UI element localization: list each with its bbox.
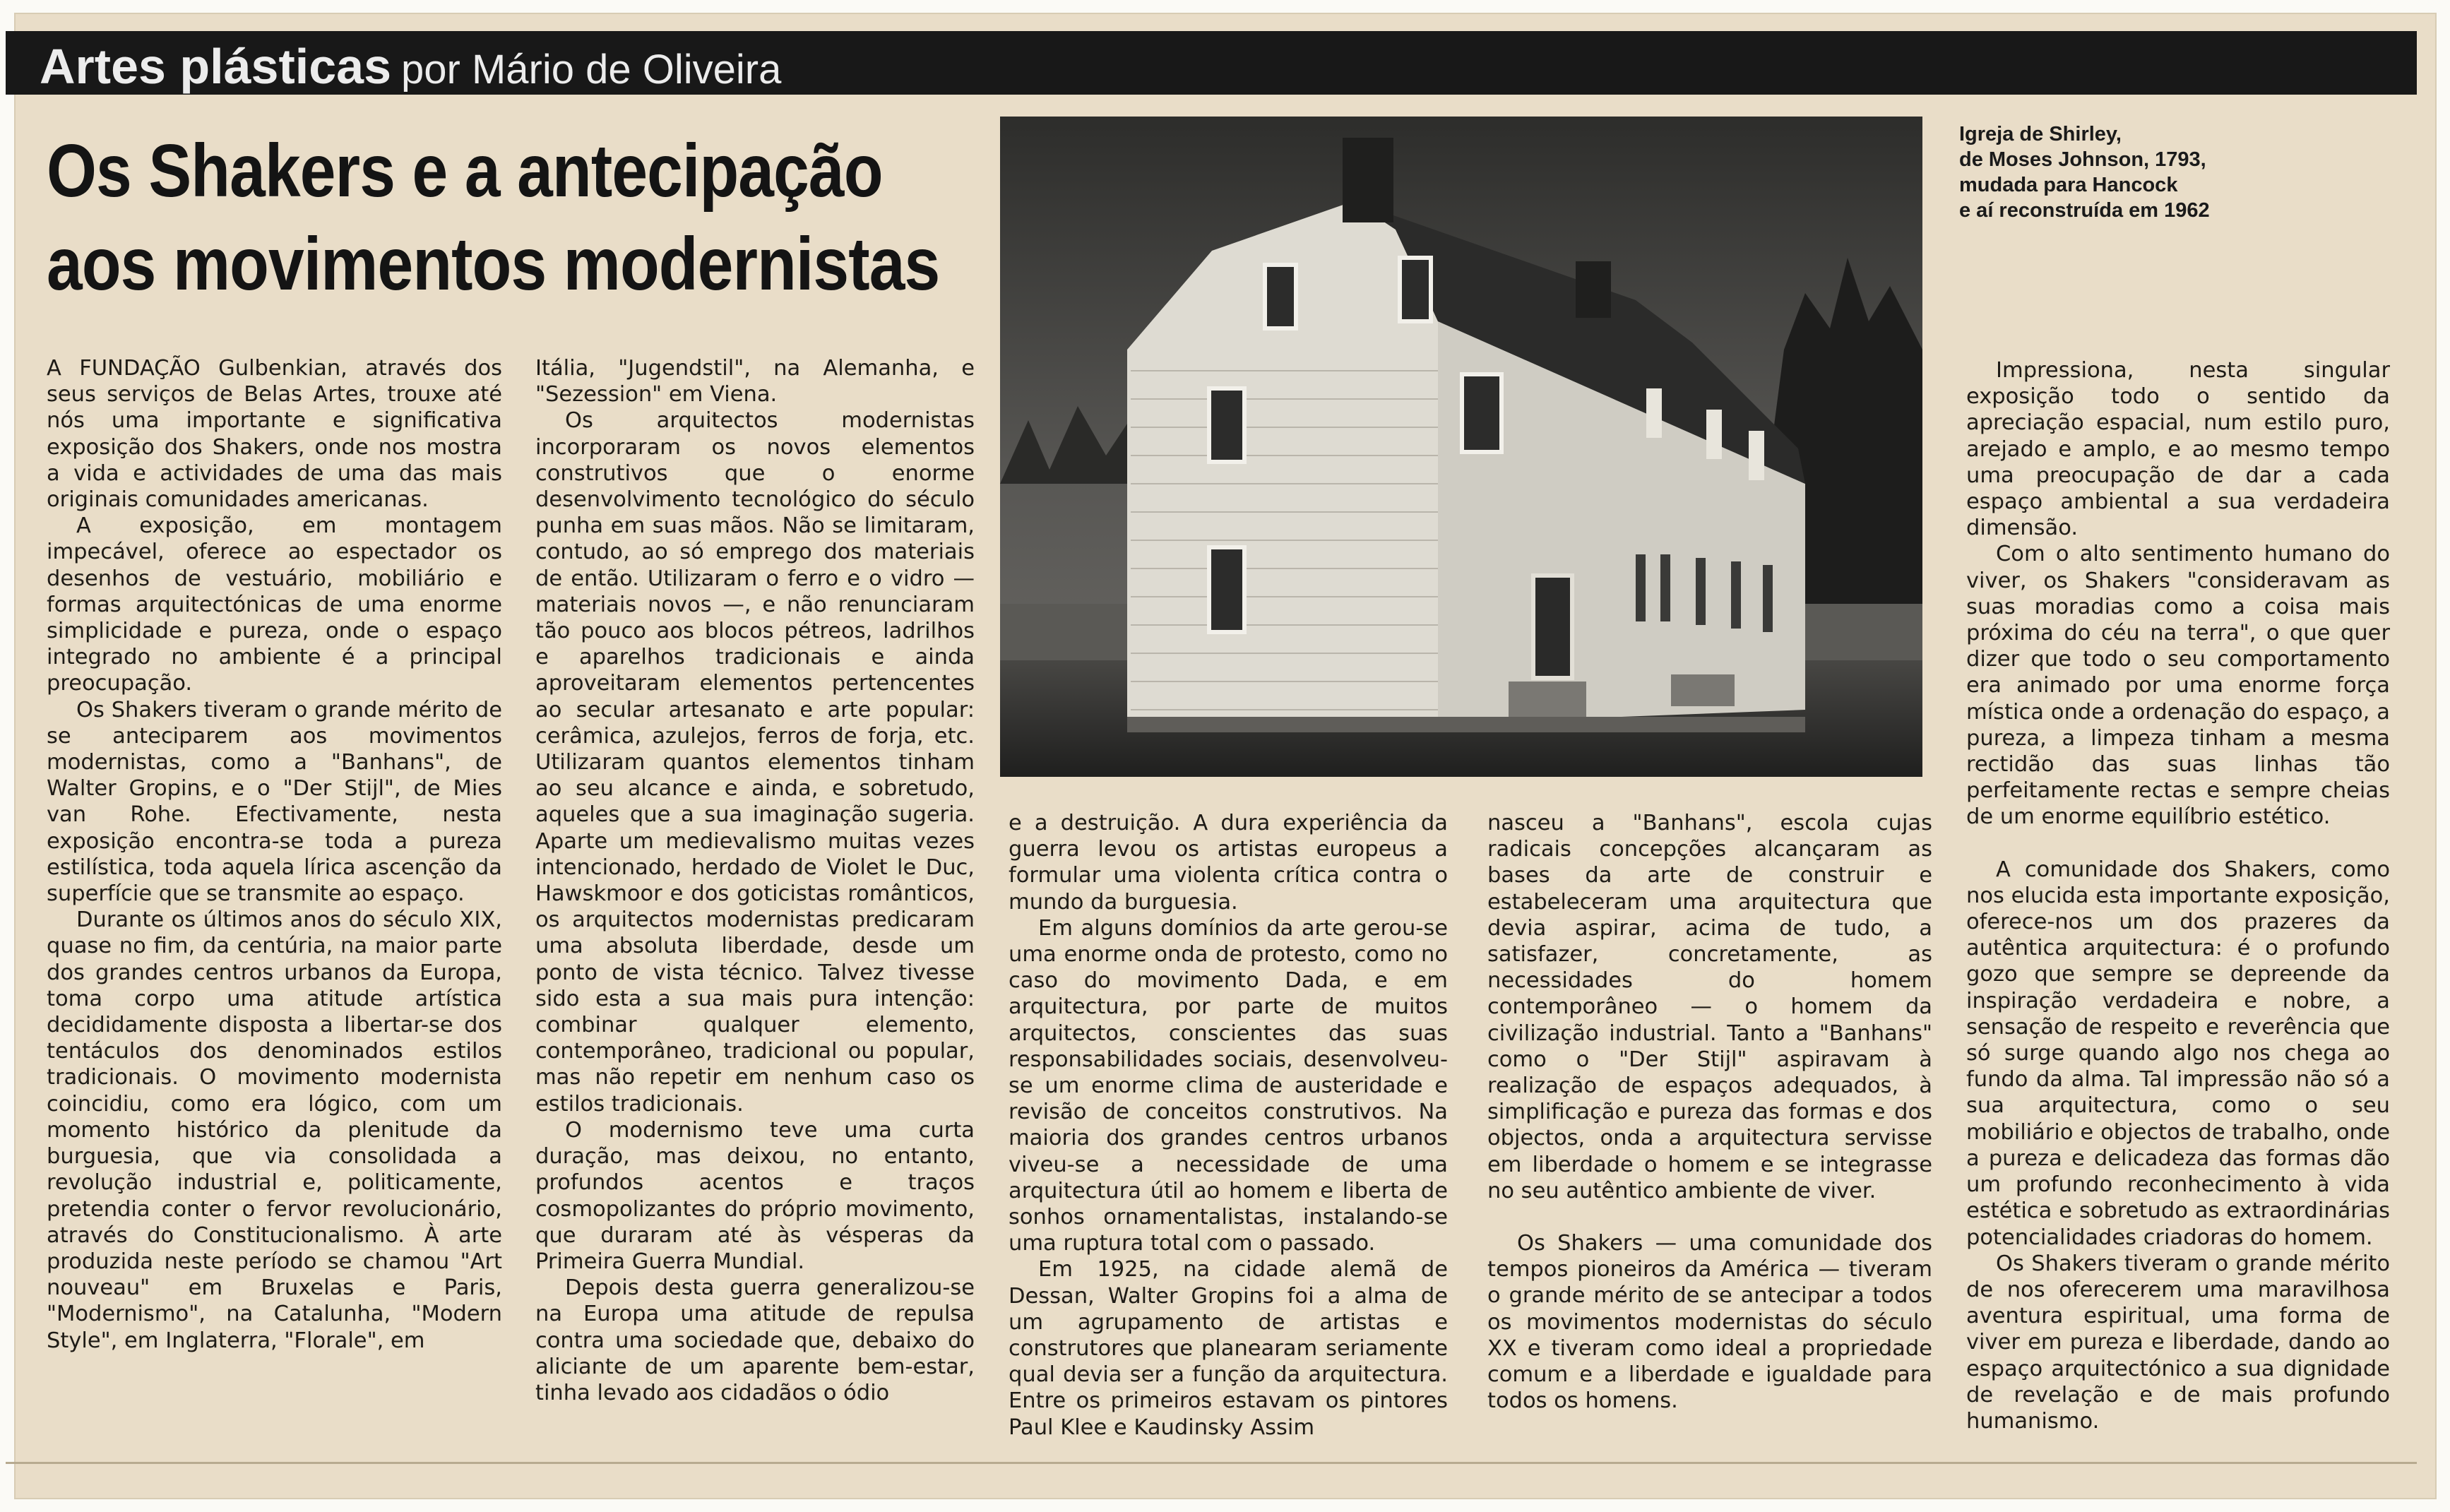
church-photo — [1000, 117, 1922, 777]
caption-line: Igreja de Shirley, — [1959, 123, 2122, 145]
article-headline — [47, 124, 940, 311]
paragraph: Depois desta guerra generalizou-se na Europa uma atitude de repulsa contra uma sociedade que, debaixo do aliciante de um aparente bem-estar, tinha levado aos cidadãos o ódio — [535, 1275, 975, 1405]
article-column-2 — [535, 355, 975, 1457]
paragraph: e a destruição. A dura experiência da guerra levou os artistas europeus a formular uma violenta crítica contra o mundo da burguesia. — [1009, 811, 1448, 915]
article-column-1 — [47, 355, 502, 1457]
headline-line-1: Os Shakers e a antecipação — [47, 129, 883, 213]
paragraph: nasceu a "Banhans", escola cujas radicais concepções alcançaram as bases da arte de construir e estabeleceram uma arquitectura que devia aspirar, acima de tudo, a satisfazer, concretamente, as necessidades do homem contemporâneo — o homem da civilização industrial. Tanto a "Banhans" como o "Der Stijl" aspiravam à realização de espaços adequados, à simplificação e pureza das formas e dos objectos, onda a arquitectura servisse em liberdade o homem e se integrasse no seu autêntico ambiente de viver. — [1487, 811, 1932, 1203]
paragraph: Durante os últimos anos do século XIX, quase no fim, da centúria, na maior parte dos grandes centros urbanos da Europa, toma corpo uma atitude artística decididamente disposta a libertar-se dos tentáculos dos denominados estilos tradicionais. O movimento modernista coincidiu, como era lógico, com um momento histórico da plenitude da burguesia, que via consolidada a revolução industrial e, politicamente, pretendia conter o fervor revolucionário, através do Constitucionalismo. À arte produzida neste período se chamou "Art nouveau" em Bruxelas e Paris, "Modernismo", na Catalunha, "Modern Style", em Inglaterra, "Florale", em — [47, 907, 502, 1353]
paragraph: A FUNDAÇÃO Gulbenkian, através dos seus serviços de Belas Artes, trouxe até nós uma importante e significativa exposição dos Shakers, onde nos mostra a vida e actividades de uma das mais originais comunidades americanas. — [47, 356, 502, 513]
paragraph: A exposição, em montagem impecável, oferece ao espectador os desenhos de vestuário, mobiliário e formas arquitectónicas de uma enorme simplicidade e pureza, onde o espaço integrado no ambiente é a principal preocupação. — [47, 513, 502, 696]
section-title — [40, 38, 781, 95]
paragraph: Em alguns domínios da arte gerou-se uma enorme onda de protesto, como no caso do movimento Dada, e em arquitectura, por parte de muitos arquitectos, conscientes das suas responsabilidades sociais, desenvolveu-se um enorme clima de austeridade e revisão de conceitos construtivos. Na maioria dos grandes centros urbanos viveu-se a necessidade de uma arquitectura útil ao homem e liberta de sonhos ornamentalistas, instalando-se uma ruptura total com o passado. — [1009, 915, 1448, 1256]
paragraph: Os Shakers tiveram o grande mérito de se anteciparem aos movimentos modernistas, como a "Banhans", de Walter Gropins, e o "Der Stijl", de Mies van Rohe. Efectivamente, nesta exposição encontra-se toda a pureza estilística, toda aquela lírica ascenção da superfície que se transmite ao espaço. — [47, 697, 502, 907]
caption-line: mudada para Hancock — [1959, 174, 2178, 196]
section-author: por Mário de Oliveira — [401, 47, 782, 93]
paragraph: A comunidade dos Shakers, como nos elucida esta importante exposição, oferece-nos um dos prazeres da autêntica arquitectura: é o profundo gozo que sempre se depreende da inspiração verdadeira e nobre, a sensação de respeito e reverência que só surge quando algo nos chega ao fundo da alma. Tal impressão não só a sua arquitectura, como o seu mobiliário e objectos de trabalho, onde a pureza e delicadeza das formas dão um profundo reconhecimento à vida estética e sobretudo as extraordinárias potencialidades criadoras do homem. — [1966, 857, 2390, 1250]
paragraph: Os Shakers tiveram o grande mérito de nos oferecerem uma maravilhosa aventura espiritual, uma forma de viver em pureza e liberdade, dando ao espaço arquitectónico a sua dignidade de revelação e de mais profundo humanismo. — [1966, 1251, 2390, 1434]
bottom-rule — [6, 1462, 2417, 1464]
shaker-church-image — [1000, 117, 1922, 777]
article-column-5 — [1966, 357, 2390, 1459]
paragraph: O modernismo teve uma curta duração, mas deixou, no entanto, profundos acentos e traços cosmopolizantes do próprio movimento, que duraram até às vésperas da Primeira Guerra Mundial. — [535, 1117, 975, 1274]
paragraph: Os Shakers — uma comunidade dos tempos pioneiros da América — tiveram o grande mérito de se antecipar a todos os movimentos modernistas do século XX e tiveram como ideal a propriedade comum e a liberdade e igualdade para todos os homens. — [1487, 1231, 1932, 1414]
paragraph: Impressiona, nesta singular exposição todo o sentido da apreciação espacial, num estilo puro, arejado e amplo, e ao mesmo tempo uma preocupação de dar a cada espaço ambiental a sua verdadeira dimensão. — [1966, 358, 2390, 541]
headline-line-2: aos movimentos modernistas — [47, 222, 940, 306]
article-column-3 — [1009, 810, 1448, 1460]
photo-caption — [1959, 121, 2326, 223]
section-name: Artes plásticas — [40, 39, 392, 94]
paragraph: Itália, "Jugendstil", na Alemanha, e "Sezession" em Viena. — [535, 356, 975, 407]
caption-line: de Moses Johnson, 1793, — [1959, 148, 2206, 171]
caption-line: e aí reconstruída em 1962 — [1959, 199, 2210, 222]
paragraph: Em 1925, na cidade alemã de Dessan, Walter Gropins foi a alma de um agrupamento de artistas e construtores que planearam seriamente qual devia ser a função da arquitectura. Entre os primeiros estavam os pintores Paul Klee e Kaudinsky Assim — [1009, 1257, 1448, 1440]
paragraph: Com o alto sentimento humano do viver, os Shakers "consideravam as suas moradias como a coisa mais próxima do céu na terra", o que quer dizer que todo o seu comportamento era animado por uma enorme força mística onde a ordenação do espaço, a pureza, a limpeza tinham a mesma rectidão das suas linhas tão perfeitamente rectas e sempre cheias de um enorme equilíbrio estético. — [1966, 542, 2390, 830]
paragraph: Os arquitectos modernistas incorporaram os novos elementos construtivos que o enorme desenvolvimento tecnológico do século punha em suas mãos. Não se limitaram, contudo, ao só emprego dos materiais de então. Utilizaram o ferro e o vidro — materiais novos —, e não renunciaram tão pouco aos blocos pétreos, ladrilhos e aparelhos tradicionais e ainda aproveitaram elementos pertencentes ao secular artesanato e arte popular: cerâmica, azulejos, ferros de forja, etc. Utilizaram quantos elementos tinham ao seu alcance e ainda, e sobretudo, aqueles que a sua imaginação sugeria. Aparte um medievalismo muitas vezes intencionado, herdado de Violet le Duc, Hawskmoor e dos goticistas românticos, os arquitectos modernistas predicaram uma absoluta liberdade, desde um ponto de vista técnico. Talvez tivesse sido esta a sua mais pura intenção: combinar qualquer elemento, contemporâneo, tradicional ou popular, mas não repetir em nenhum caso os estilos tradicionais. — [535, 408, 975, 1117]
article-column-4 — [1487, 810, 1932, 1460]
